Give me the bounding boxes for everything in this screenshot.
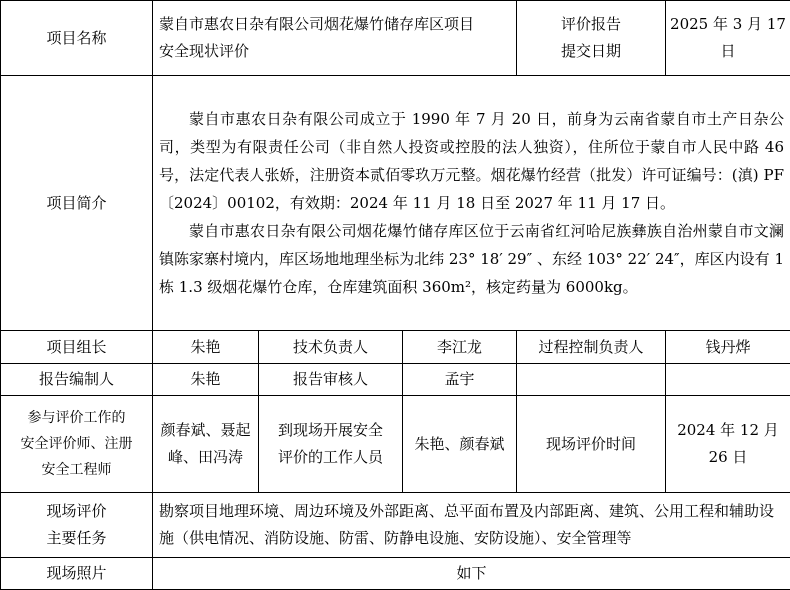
onsite-time-value [666, 396, 790, 493]
onsite-staff-label-line1: 到现场开展安全 [263, 417, 398, 444]
writer-value: 朱艳 [153, 364, 259, 396]
tasks-label-line2: 主要任务 [5, 525, 148, 552]
submit-date-label [517, 1, 666, 76]
tasks-content: 勘察项目地理环境、周边环境及外部距离、总平面布置及内部距离、建筑、公用工程和辅助设施（供电情况、消防设施、防雷、防静电设施、安防设施）、安全管理等 [153, 493, 790, 558]
submit-date-line2: 日 [670, 38, 786, 65]
assessors-label-line2: 安全评价师、注册 [5, 431, 148, 457]
photos-label: 现场照片 [1, 558, 153, 590]
tasks-label [1, 493, 153, 558]
process-lead-value: 钱丹烨 [666, 331, 790, 364]
submit-date-label-line1: 评价报告 [521, 11, 661, 38]
onsite-time-line1: 2024 年 12 月 [670, 417, 786, 444]
assessors-label-line1: 参与评价工作的 [5, 405, 148, 431]
process-lead-label: 过程控制负责人 [517, 331, 666, 364]
onsite-time-label: 现场评价时间 [517, 396, 666, 493]
intro-paragraph-2: 蒙自市惠农日杂有限公司烟花爆竹储存库区位于云南省红河哈尼族彝族自治州蒙自市文澜镇陈家寨村境内，库区场地地理坐标为北纬 23° 18′ 29″ 、东经 103° 22′ 24″，库区内设有 1 栋 1.3 级烟花爆竹仓库，仓库建筑面积 360m²，核定药量为 6000kg。 [159, 217, 784, 301]
tech-lead-label: 技术负责人 [259, 331, 403, 364]
submit-date-line1: 2025 年 3 月 17 [670, 11, 786, 38]
project-name-value [153, 1, 517, 76]
onsite-staff-label [259, 396, 403, 493]
photos-value: 如下 [153, 558, 790, 590]
leader-label: 项目组长 [1, 331, 153, 364]
project-name-line2: 安全现状评价 [159, 38, 512, 65]
assessors-label-line3: 安全工程师 [5, 457, 148, 483]
project-name-label: 项目名称 [1, 1, 153, 76]
empty-cell-2 [666, 364, 790, 396]
assessors-names-line2: 峰、田冯涛 [157, 444, 254, 471]
submit-date-label-line2: 提交日期 [521, 38, 661, 65]
assessors-label [1, 396, 153, 493]
reviewer-value: 孟宇 [403, 364, 517, 396]
tasks-label-line1: 现场评价 [5, 498, 148, 525]
onsite-staff-names: 朱艳、颜春斌 [403, 396, 517, 493]
onsite-time-line2: 26 日 [670, 444, 786, 471]
leader-value: 朱艳 [153, 331, 259, 364]
assessors-names [153, 396, 259, 493]
project-intro-content [153, 76, 790, 331]
project-name-line1: 蒙自市惠农日杂有限公司烟花爆竹储存库区项目 [159, 11, 512, 38]
submit-date-value [666, 1, 790, 76]
intro-paragraph-1: 蒙自市惠农日杂有限公司成立于 1990 年 7 月 20 日，前身为云南省蒙自市土产日杂公司，类型为有限责任公司（非自然人投资或控股的法人独资），住所位于蒙自市人民中路 46 号，法定代表人张娇，注册资本贰佰零玖万元整。烟花爆竹经营（批发）许可证编号：(滇) PF〔2024〕00102，有效期：2024 年 11 月 18 日至 2027 年 11 月 17 日。 [159, 105, 784, 217]
tech-lead-value: 李江龙 [403, 331, 517, 364]
writer-label: 报告编制人 [1, 364, 153, 396]
project-intro-label: 项目简介 [1, 76, 153, 331]
onsite-staff-label-line2: 评价的工作人员 [263, 444, 398, 471]
assessors-names-line1: 颜春斌、聂起 [157, 417, 254, 444]
reviewer-label: 报告审核人 [259, 364, 403, 396]
empty-cell-1 [517, 364, 666, 396]
